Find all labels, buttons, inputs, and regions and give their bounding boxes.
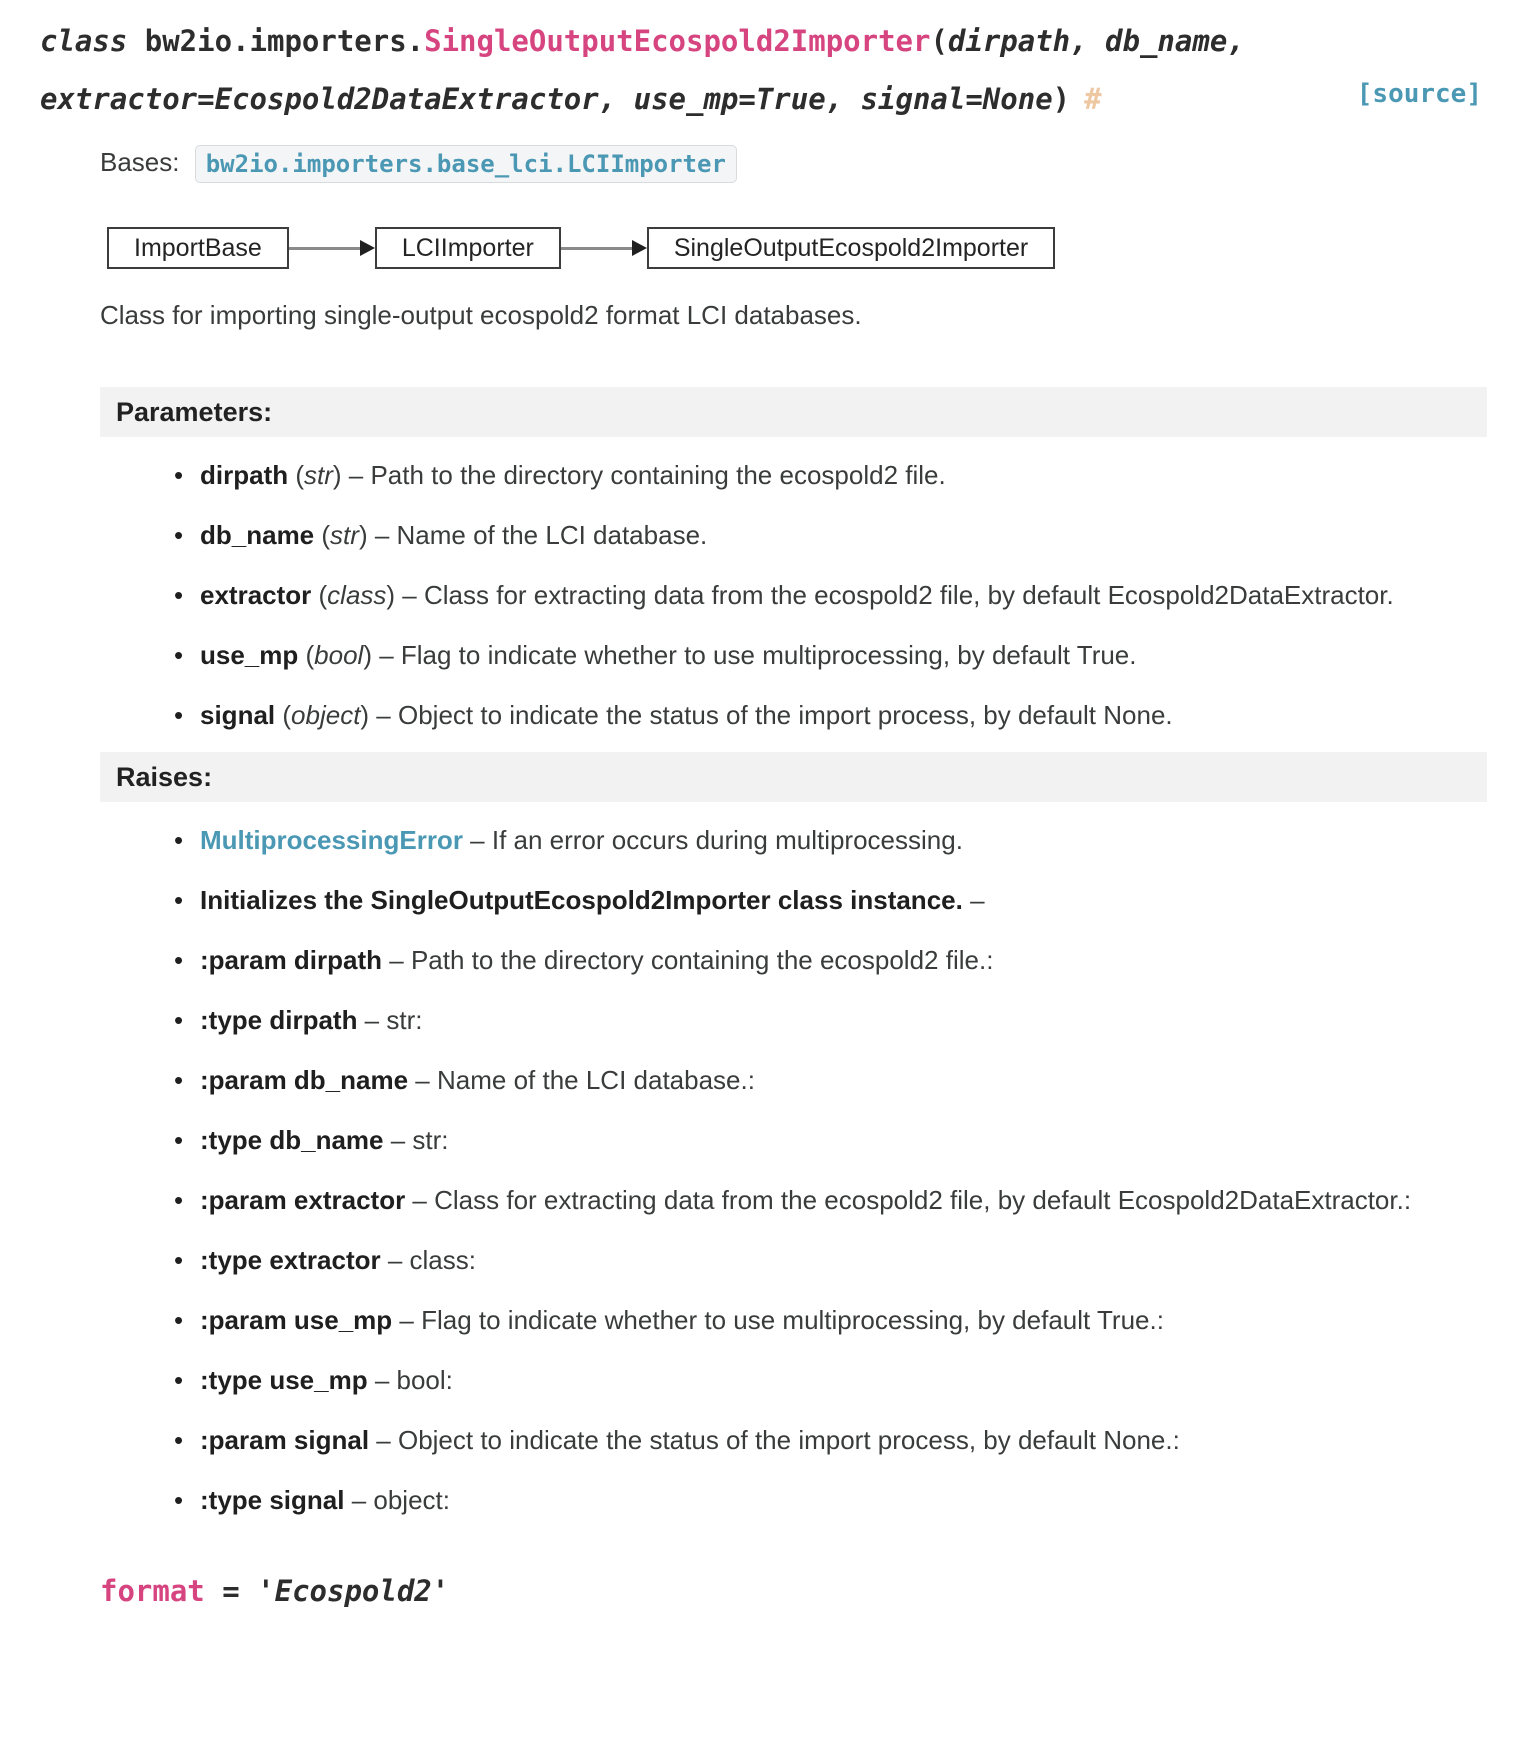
attribute-operator: = <box>204 1574 258 1609</box>
list-item-text: dirpath <box>200 460 289 491</box>
list-item-text: ( <box>275 700 292 731</box>
list-item-text: – Path to the directory containing the ecospold2 file.: <box>382 945 994 976</box>
list-item-text: – str: <box>383 1125 449 1156</box>
list-item-text: – Class for extracting data from the ecospold2 file, by default Ecospold2DataExtractor.: <box>405 1185 1412 1216</box>
list-item-text: Initializes the SingleOutputEcospold2Importer class instance. <box>200 885 963 916</box>
list-item-text: str <box>330 520 359 551</box>
list-item-text: str <box>304 460 333 491</box>
list-item <box>200 1116 1440 1165</box>
signature-params: dirpath, db_name, extractor=Ecospold2DataExtractor, use_mp=True, signal=None <box>40 24 1245 116</box>
raises-list <box>100 816 1487 1525</box>
list-item-text: class <box>327 580 387 611</box>
base-class-link[interactable]: bw2io.importers.base_lci.LCIImporter <box>195 145 737 183</box>
list-item-text: bool <box>314 640 364 671</box>
list-item-text: :param use_mp <box>200 1305 393 1336</box>
exception-link[interactable]: MultiprocessingError <box>200 825 463 856</box>
attribute-name: format <box>100 1574 205 1609</box>
bases-label: Bases: <box>100 147 180 177</box>
list-item-text: :type signal <box>200 1485 345 1516</box>
list-item-text: extractor <box>200 580 312 611</box>
list-item-text: – <box>962 885 985 916</box>
list-item <box>200 1476 1440 1525</box>
list-item-text: use_mp <box>200 640 299 671</box>
attribute-value: Ecospold2 <box>274 1574 432 1609</box>
list-item <box>200 511 1440 560</box>
class-name: SingleOutputEcospold2Importer <box>424 24 931 58</box>
list-item-text: :param signal <box>200 1425 370 1456</box>
list-item <box>200 816 1440 865</box>
diagram-node-lciimporter: LCIImporter <box>375 227 561 269</box>
list-item-text: ) – Path to the directory containing the ecospold2 file. <box>332 460 946 491</box>
list-item-text: – Name of the LCI database.: <box>408 1065 755 1096</box>
raises-heading: Raises: <box>100 752 1487 802</box>
list-item-text: :type use_mp <box>200 1365 368 1396</box>
list-item <box>200 1236 1440 1285</box>
attribute-quote-open: ' <box>257 1574 275 1609</box>
list-item-text: – Flag to indicate whether to use multiprocessing, by default True.: <box>392 1305 1164 1336</box>
list-item-text: db_name <box>200 520 315 551</box>
list-item <box>200 571 1440 620</box>
parameters-section <box>100 387 1487 740</box>
inheritance-arrow-icon <box>561 240 647 256</box>
raises-section <box>100 752 1487 1525</box>
list-item-text: ) – Object to indicate the status of the import process, by default None. <box>360 700 1173 731</box>
class-signature <box>40 12 1482 128</box>
list-item-text: – class: <box>380 1245 476 1276</box>
source-link[interactable]: [source] <box>1356 79 1482 109</box>
list-item <box>200 451 1440 500</box>
module-prefix: bw2io.importers. <box>144 24 425 58</box>
list-item-text: ( <box>314 520 331 551</box>
list-item-text: ( <box>298 640 315 671</box>
list-item <box>200 1416 1440 1465</box>
list-item <box>200 691 1440 740</box>
attribute-signature <box>100 1569 1540 1613</box>
list-item-text: – str: <box>357 1005 423 1036</box>
inheritance-diagram <box>107 227 1540 269</box>
list-item-text: :type dirpath <box>200 1005 358 1036</box>
list-item-text: ) – Class for extracting data from the ecospold2 file, by default Ecospold2DataExtractor. <box>386 580 1394 611</box>
list-item-text: object <box>291 700 361 731</box>
class-description: Class for importing single-output ecospold2 format LCI databases. <box>100 300 862 331</box>
list-item-text: ( <box>288 460 304 491</box>
class-keyword: class <box>40 24 145 58</box>
diagram-node-importbase: ImportBase <box>107 227 289 269</box>
list-item <box>200 876 1440 925</box>
paren-open: ( <box>930 24 948 58</box>
list-item-text: ( <box>311 580 328 611</box>
list-item-text: ) – Flag to indicate whether to use multiprocessing, by default True. <box>363 640 1137 671</box>
list-item <box>200 936 1440 985</box>
list-item-text: ) – Name of the LCI database. <box>358 520 708 551</box>
list-item-text: signal <box>200 700 276 731</box>
list-item-text: – Object to indicate the status of the import process, by default None.: <box>369 1425 1180 1456</box>
list-item-text: :param db_name <box>200 1065 409 1096</box>
list-item <box>200 1176 1440 1225</box>
parameters-list <box>100 451 1487 740</box>
list-item-text: :type db_name <box>200 1125 384 1156</box>
list-item-text: – If an error occurs during multiprocessing. <box>462 825 963 856</box>
list-item <box>200 1296 1440 1345</box>
signature-text <box>40 12 1320 128</box>
inheritance-arrow-icon <box>289 240 375 256</box>
headerlink-anchor[interactable]: # <box>1084 82 1102 116</box>
list-item <box>200 631 1440 680</box>
list-item-text: – object: <box>344 1485 450 1516</box>
diagram-node-singleoutputecospold2importer: SingleOutputEcospold2Importer <box>647 227 1055 269</box>
paren-close: ) <box>1052 82 1071 116</box>
bases-row <box>100 142 1540 183</box>
list-item-text: :param extractor <box>200 1185 406 1216</box>
list-item <box>200 996 1440 1045</box>
list-item-text: :param dirpath <box>200 945 383 976</box>
parameters-heading: Parameters: <box>100 387 1487 437</box>
list-item-text: – bool: <box>367 1365 453 1396</box>
list-item <box>200 1056 1440 1105</box>
list-item <box>200 1356 1440 1405</box>
attribute-quote-close: ' <box>431 1574 450 1609</box>
list-item-text: :type extractor <box>200 1245 381 1276</box>
